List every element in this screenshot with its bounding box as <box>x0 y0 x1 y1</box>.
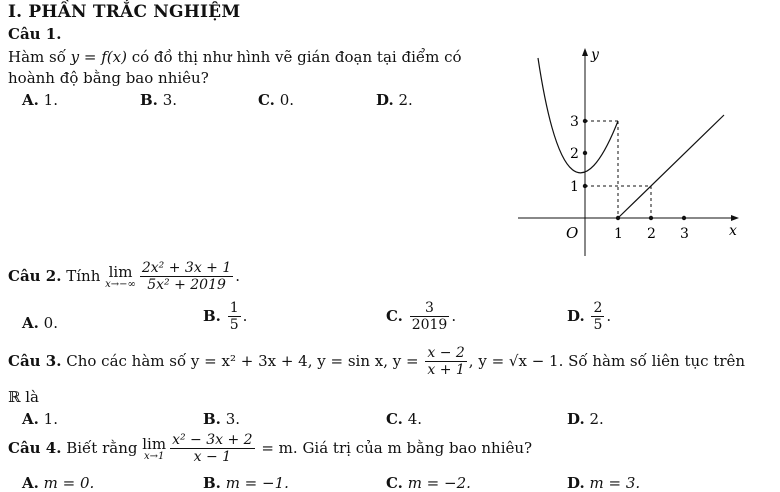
q1-choice-a[interactable]: A. 1. <box>22 91 58 109</box>
y-tick-1: 1 <box>570 179 579 195</box>
section-title: I. PHẦN TRẮC NGHIỆM <box>8 2 241 22</box>
y-axis-label: y <box>591 47 599 63</box>
q4-stem: Câu 4. Biết rằng lim x→1 $\frac{\text{x² − 3x + 2}}{x - 1}$ = m. Giá trị của m bằng bao nhiêu? <box>8 432 533 465</box>
q4-choice-d[interactable]: D. m = 3. <box>567 474 641 492</box>
x-axis-label: x <box>729 223 737 239</box>
origin-label: O <box>566 224 579 242</box>
q3-choice-c[interactable]: C. 4. <box>386 410 422 428</box>
q3-choice-a[interactable]: A. 1. <box>22 410 58 428</box>
function-graph <box>510 40 750 260</box>
q4-choice-a[interactable]: A. m = 0. <box>22 474 95 492</box>
q3-line2: ℝ là <box>8 388 39 406</box>
q2-choice-b[interactable]: B. $\frac{1}{5}$ . <box>203 300 248 333</box>
x-tick-3: 3 <box>680 226 689 242</box>
q3-stem: Câu 3. Cho các hàm số y = x² + 3x + 4, y = sin x, y = $\frac{x - 2}{x + 1}$ , y = √x − 1. Số hàm số liên tục trên <box>8 345 746 378</box>
y-axis-arrow <box>582 48 588 56</box>
q1-text-line2: hoành độ bằng bao nhiêu? <box>8 69 209 87</box>
q1-choice-b[interactable]: B. 3. <box>140 91 177 109</box>
q1-text-line1: Hàm số y = f(x) có đồ thị như hình vẽ gián đoạn tại điểm có <box>8 48 462 66</box>
linear-branch <box>618 115 724 218</box>
q4-choice-b[interactable]: B. m = −1. <box>203 474 289 492</box>
q1-choice-d[interactable]: D. 2. <box>376 91 413 109</box>
q2-choice-c[interactable]: C. $\frac{3}{2019}$ . <box>386 300 457 333</box>
q2-choice-d[interactable]: D. $\frac{2}{5}$ . <box>567 300 612 333</box>
q3-choice-d[interactable]: D. 2. <box>567 410 604 428</box>
q4-choice-c[interactable]: C. m = −2. <box>386 474 471 492</box>
q2-stem: Câu 2. Tính lim x→−∞ $\frac{\text{2x² + 3x + 1}}{\text{5x² + 2019}}$ . <box>8 260 241 293</box>
q2-choice-a[interactable]: A. 0. <box>22 314 58 332</box>
q1-label: Câu 1. <box>8 25 62 43</box>
x-tick-2: 2 <box>647 226 656 242</box>
x-axis-arrow <box>731 215 739 221</box>
y-tick-3: 3 <box>570 114 579 130</box>
q3-choice-b[interactable]: B. 3. <box>203 410 240 428</box>
x-tick-1: 1 <box>614 226 623 242</box>
y-tick-2: 2 <box>570 146 579 162</box>
q1-choice-c[interactable]: C. 0. <box>258 91 294 109</box>
